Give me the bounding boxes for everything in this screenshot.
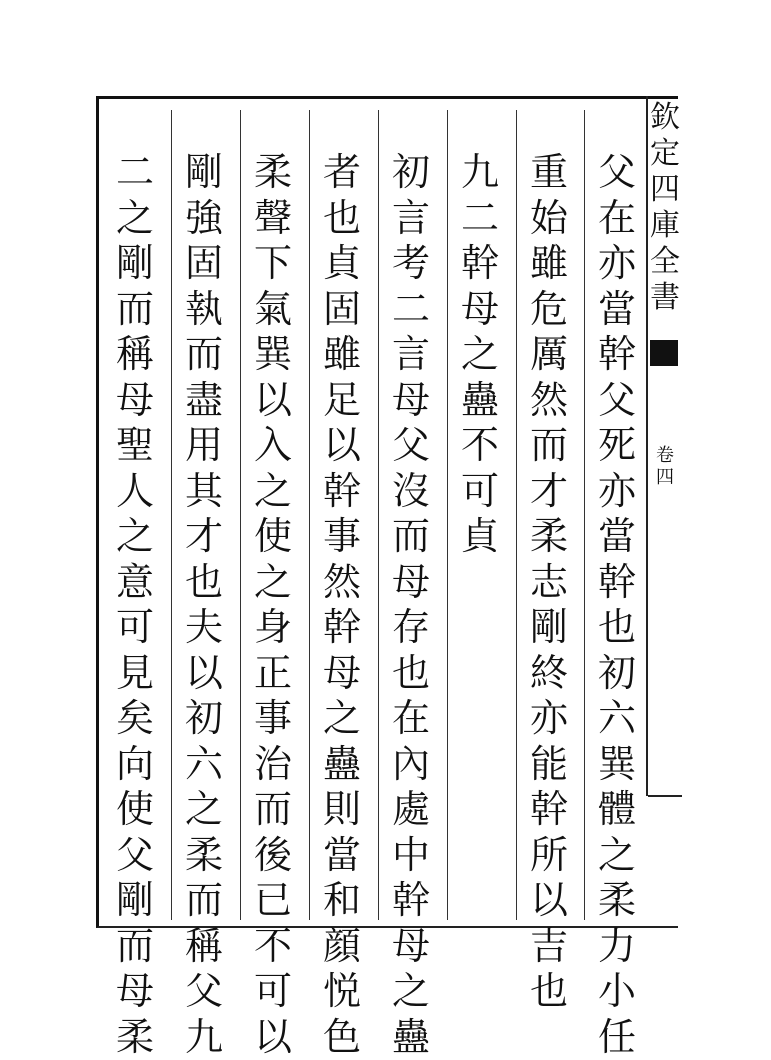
character: 者 (320, 150, 364, 196)
character: 亦 (595, 241, 639, 287)
character: 固 (320, 287, 364, 333)
character: 以 (182, 651, 226, 697)
character: 其 (182, 469, 226, 515)
character: 所 (527, 833, 571, 879)
character: 雖 (320, 332, 364, 378)
character: 聖 (113, 423, 157, 469)
character: 色 (320, 1015, 364, 1060)
character: 可 (113, 605, 157, 651)
character: 入 (251, 423, 295, 469)
character: 之 (458, 332, 502, 378)
character: 事 (320, 514, 364, 560)
character: 亦 (595, 469, 639, 515)
character: 九 (458, 150, 502, 196)
character: 巽 (251, 332, 295, 378)
character: 當 (595, 287, 639, 333)
character: 使 (113, 787, 157, 833)
character: 身 (251, 605, 295, 651)
character: 吉 (527, 924, 571, 970)
character: 已 (251, 878, 295, 924)
character: 母 (389, 924, 433, 970)
character: 處 (389, 787, 433, 833)
character: 欽 (650, 100, 680, 136)
character: 幹 (595, 332, 639, 378)
character: 而 (113, 287, 157, 333)
column-rule (516, 110, 517, 920)
character: 不 (458, 423, 502, 469)
character: 亦 (527, 696, 571, 742)
volume-label (650, 445, 680, 489)
character: 厲 (527, 332, 571, 378)
character: 剛 (527, 605, 571, 651)
column-rule (378, 110, 379, 920)
text-column-7 (182, 150, 226, 1060)
character: 以 (527, 878, 571, 924)
character: 初 (182, 696, 226, 742)
character: 定 (650, 136, 680, 172)
fish-tail-mark (650, 340, 678, 366)
character: 卷 (656, 445, 674, 467)
character: 之 (389, 969, 433, 1015)
character: 固 (182, 241, 226, 287)
character: 庫 (650, 208, 680, 244)
character: 母 (458, 287, 502, 333)
character: 小 (595, 969, 639, 1015)
character: 才 (527, 469, 571, 515)
character: 沒 (389, 469, 433, 515)
character: 而 (113, 924, 157, 970)
character: 柔 (527, 514, 571, 560)
character: 體 (595, 787, 639, 833)
character: 聲 (251, 196, 295, 242)
character: 而 (182, 878, 226, 924)
character: 幹 (595, 560, 639, 606)
character: 治 (251, 742, 295, 788)
character: 父 (182, 969, 226, 1015)
character: 蠱 (389, 1015, 433, 1060)
character: 人 (113, 469, 157, 515)
character: 之 (251, 469, 295, 515)
text-column-4 (389, 150, 433, 1060)
character: 當 (320, 833, 364, 879)
character: 柔 (251, 150, 295, 196)
character: 也 (320, 196, 364, 242)
character: 母 (113, 378, 157, 424)
character: 考 (389, 241, 433, 287)
character: 而 (389, 514, 433, 560)
character: 二 (113, 150, 157, 196)
text-column-3 (458, 150, 502, 560)
column-rule (171, 110, 172, 920)
character: 終 (527, 651, 571, 697)
character: 可 (458, 469, 502, 515)
text-column-1 (595, 150, 639, 1060)
character: 幹 (389, 878, 433, 924)
character: 四 (650, 172, 680, 208)
character: 也 (527, 969, 571, 1015)
character: 向 (113, 742, 157, 788)
character: 正 (251, 651, 295, 697)
character: 母 (113, 969, 157, 1015)
character: 意 (113, 560, 157, 606)
character: 初 (595, 651, 639, 697)
character: 也 (389, 651, 433, 697)
character: 以 (251, 378, 295, 424)
character: 稱 (182, 924, 226, 970)
character: 初 (389, 150, 433, 196)
character: 幹 (320, 605, 364, 651)
character: 父 (113, 833, 157, 879)
character: 柔 (113, 1015, 157, 1060)
character: 六 (182, 742, 226, 788)
character: 足 (320, 378, 364, 424)
character: 剛 (182, 150, 226, 196)
character: 用 (182, 423, 226, 469)
character: 能 (527, 742, 571, 788)
character: 然 (320, 560, 364, 606)
character: 而 (527, 423, 571, 469)
character: 剛 (113, 878, 157, 924)
character: 之 (595, 833, 639, 879)
character: 九 (182, 1015, 226, 1060)
character: 剛 (113, 241, 157, 287)
character: 蠱 (458, 378, 502, 424)
character: 在 (389, 696, 433, 742)
character: 強 (182, 196, 226, 242)
character: 母 (389, 560, 433, 606)
text-column-5 (320, 150, 364, 1060)
character: 在 (595, 196, 639, 242)
character: 以 (251, 1015, 295, 1060)
character: 盡 (182, 378, 226, 424)
character: 貞 (320, 241, 364, 287)
character: 和 (320, 878, 364, 924)
character: 幹 (527, 787, 571, 833)
character: 事 (251, 696, 295, 742)
character: 六 (595, 696, 639, 742)
character: 書 (650, 280, 680, 316)
character: 氣 (251, 287, 295, 333)
character: 言 (389, 196, 433, 242)
edge-tick (648, 795, 682, 797)
character: 才 (182, 514, 226, 560)
character: 任 (595, 1015, 639, 1060)
character: 全 (650, 244, 680, 280)
column-rule (584, 110, 585, 920)
character: 之 (113, 514, 157, 560)
column-rule (240, 110, 241, 920)
text-column-6 (251, 150, 295, 1060)
character: 幹 (320, 469, 364, 515)
character: 見 (113, 651, 157, 697)
character: 二 (389, 287, 433, 333)
character: 而 (251, 787, 295, 833)
character: 之 (320, 696, 364, 742)
character: 之 (113, 196, 157, 242)
character: 夫 (182, 605, 226, 651)
character: 父 (595, 150, 639, 196)
character: 巽 (595, 742, 639, 788)
character: 也 (595, 605, 639, 651)
character: 顔 (320, 924, 364, 970)
character: 力 (595, 924, 639, 970)
character: 幹 (458, 241, 502, 287)
character: 二 (458, 196, 502, 242)
column-rule (309, 110, 310, 920)
character: 母 (389, 378, 433, 424)
character: 也 (182, 560, 226, 606)
column-rule (447, 110, 448, 920)
character: 存 (389, 605, 433, 651)
character: 悦 (320, 969, 364, 1015)
character: 言 (389, 332, 433, 378)
character: 志 (527, 560, 571, 606)
character: 貞 (458, 514, 502, 560)
character: 然 (527, 378, 571, 424)
character: 則 (320, 787, 364, 833)
text-column-8 (113, 150, 157, 1060)
character: 父 (389, 423, 433, 469)
character: 當 (595, 514, 639, 560)
text-column-2 (527, 150, 571, 1015)
character: 始 (527, 196, 571, 242)
character: 矣 (113, 696, 157, 742)
character: 下 (251, 241, 295, 287)
character: 稱 (113, 332, 157, 378)
edge-title (646, 100, 684, 316)
character: 後 (251, 833, 295, 879)
character: 中 (389, 833, 433, 879)
character: 執 (182, 287, 226, 333)
character: 重 (527, 150, 571, 196)
character: 母 (320, 651, 364, 697)
character: 柔 (595, 878, 639, 924)
character: 使 (251, 514, 295, 560)
character: 父 (595, 378, 639, 424)
character: 雖 (527, 241, 571, 287)
character: 危 (527, 287, 571, 333)
character: 四 (656, 467, 674, 489)
character: 可 (251, 969, 295, 1015)
character: 內 (389, 742, 433, 788)
character: 之 (182, 787, 226, 833)
character: 之 (251, 560, 295, 606)
character: 而 (182, 332, 226, 378)
character: 死 (595, 423, 639, 469)
character: 不 (251, 924, 295, 970)
character: 蠱 (320, 742, 364, 788)
character: 柔 (182, 833, 226, 879)
character: 以 (320, 423, 364, 469)
